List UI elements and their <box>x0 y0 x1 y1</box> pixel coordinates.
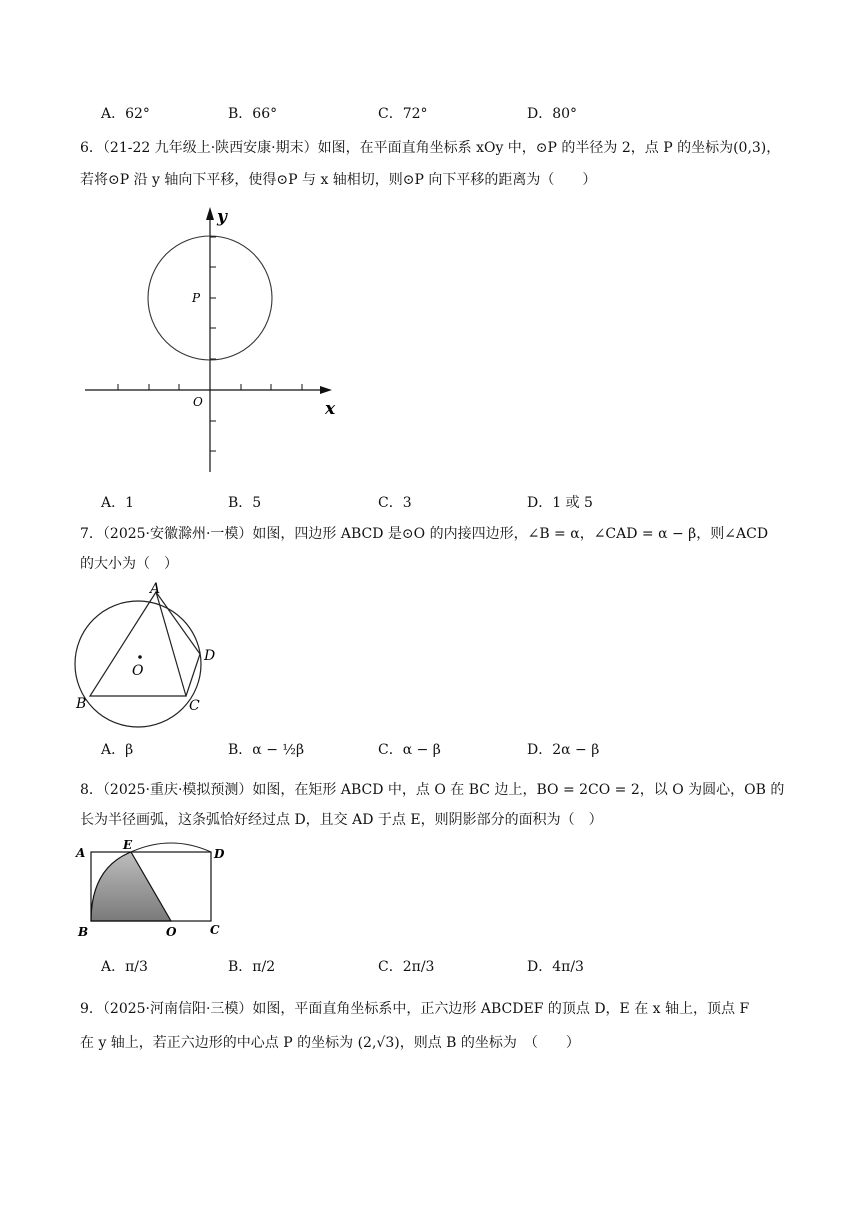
q7-segment-dc <box>186 654 200 696</box>
q8-label-d: D <box>214 847 225 861</box>
q6-x-arrow <box>320 386 332 394</box>
q7-triangle-abc <box>90 592 186 696</box>
q6-figure <box>80 200 350 480</box>
q7-option-c: C．α − β <box>378 742 441 758</box>
q6-option-b: B．5 <box>228 495 262 511</box>
q6-y-arrow <box>206 207 214 220</box>
q7-label-o: O <box>132 663 144 679</box>
q7-option-a: A．β <box>101 742 134 758</box>
q6-line-2: 若将⊙P 沿 y 轴向下平移，使得⊙P 与 x 轴相切，则⊙P 向下平移的距离为（ ） <box>80 172 597 188</box>
q8-figure <box>76 838 236 938</box>
q8-label-c: C <box>210 923 220 937</box>
q7-line-2: 的大小为（ ） <box>80 556 178 572</box>
q8-line-1: 8．（2025·重庆·模拟预测）如图，在矩形 ABCD 中，点 O 在 BC 边上，BO = 2CO = 2，以 O 为圆心，OB 的 <box>80 782 785 798</box>
q6-option-c: C．3 <box>378 495 412 511</box>
q8-line-2: 长为半径画弧，这条弧恰好经过点 D，且交 AD 于点 E，则阴影部分的面积为（ ） <box>80 812 603 828</box>
q6-label-y: y <box>217 207 227 227</box>
q8-label-a: A <box>76 846 86 860</box>
q8-option-b: B．π/2 <box>228 959 276 975</box>
q7-center-dot <box>138 655 142 659</box>
q5-option-b: B．66° <box>228 106 278 122</box>
q5-option-d: D．80° <box>527 106 578 122</box>
q8-option-a: A．π/3 <box>101 959 148 975</box>
q7-option-d: D．2α − β <box>527 742 600 758</box>
q8-label-o: O <box>166 925 177 939</box>
q8-option-d: D．4π/3 <box>527 959 584 975</box>
q5-option-c: C．72° <box>378 106 428 122</box>
q7-segment-ad <box>156 592 200 654</box>
q8-arc-ed <box>131 843 211 852</box>
q6-option-a: A．1 <box>101 495 135 511</box>
q8-shaded-region <box>91 852 171 921</box>
q6-label-x: x <box>325 399 336 419</box>
q7-label-b: B <box>76 696 87 712</box>
q8-label-b: B <box>78 925 89 939</box>
q9-line-2: 在 y 轴上，若正六边形的中心点 P 的坐标为 (2,√3)，则点 B 的坐标为 （ ） <box>80 1035 580 1051</box>
q7-label-d: D <box>204 648 216 664</box>
q6-label-o: O <box>193 395 203 409</box>
q6-label-p: P <box>192 291 201 305</box>
q7-label-c: C <box>189 698 200 714</box>
q7-figure <box>74 580 234 715</box>
q9-line-1: 9．（2025·河南信阳·三模）如图，平面直角坐标系中，正六边形 ABCDEF 的顶点 D，E 在 x 轴上，顶点 F <box>80 1001 750 1017</box>
q7-line-1: 7．（2025·安徽滁州·一模）如图，四边形 ABCD 是⊙O 的内接四边形，∠B = α，∠CAD = α − β，则∠ACD <box>80 526 769 542</box>
q7-option-b: B．α − ½β <box>228 742 305 758</box>
q6-line-1: 6．（21-22 九年级上·陕西安康·期末）如图，在平面直角坐标系 xOy 中，⊙P 的半径为 2，点 P 的坐标为(0,3)， <box>80 140 781 156</box>
q5-option-a: A．62° <box>101 106 150 122</box>
q7-label-a: A <box>150 581 161 597</box>
q6-option-d: D．1 或 5 <box>527 495 593 511</box>
q8-label-e: E <box>123 838 133 852</box>
q8-option-c: C．2π/3 <box>378 959 435 975</box>
